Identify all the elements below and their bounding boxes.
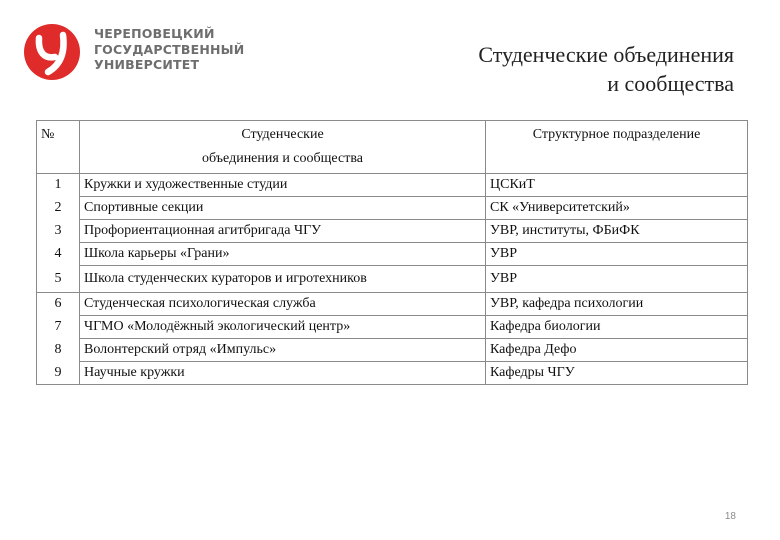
logo-line-2: ГОСУДАРСТВЕННЫЙ bbox=[94, 41, 245, 57]
row-association: Школа студенческих кураторов и игротехников bbox=[80, 266, 486, 293]
row-unit: УВР, институты, ФБиФК bbox=[486, 220, 748, 243]
header-number: № bbox=[37, 121, 80, 174]
page-title-line-1: Студенческие объединения bbox=[478, 42, 734, 67]
university-name bbox=[94, 26, 244, 73]
table-row bbox=[37, 266, 748, 293]
row-unit: УВР bbox=[486, 243, 748, 266]
table-row bbox=[37, 339, 748, 362]
row-number: 2 bbox=[37, 197, 80, 220]
row-association: Школа карьеры «Грани» bbox=[80, 243, 486, 266]
page-title-line-2: и сообщества bbox=[607, 71, 734, 96]
row-unit: УВР bbox=[486, 266, 748, 293]
row-association: Волонтерский отряд «Импульс» bbox=[80, 339, 486, 362]
row-number: 7 bbox=[37, 316, 80, 339]
table-row bbox=[37, 316, 748, 339]
table-row bbox=[37, 197, 748, 220]
row-association: Профориентационная агитбригада ЧГУ bbox=[80, 220, 486, 243]
row-number: 4 bbox=[37, 243, 80, 266]
logo-line-1: ЧЕРЕПОВЕЦКИЙ bbox=[94, 26, 215, 41]
logo-line-3: УНИВЕРСИТЕТ bbox=[94, 57, 200, 72]
row-association: Спортивные секции bbox=[80, 197, 486, 220]
header-associations-line-1: Студенческие bbox=[241, 127, 324, 142]
table-header-row bbox=[37, 121, 748, 174]
row-unit: Кафедра биологии bbox=[486, 316, 748, 339]
table-row bbox=[37, 293, 748, 316]
header-associations-line-2: объединения и сообщества bbox=[202, 151, 363, 166]
table-row bbox=[37, 220, 748, 243]
associations-table bbox=[36, 120, 748, 385]
table-row bbox=[37, 362, 748, 385]
university-emblem-icon bbox=[22, 22, 82, 82]
row-number: 8 bbox=[37, 339, 80, 362]
page-title bbox=[478, 40, 734, 98]
row-unit: СК «Университетский» bbox=[486, 197, 748, 220]
row-number: 3 bbox=[37, 220, 80, 243]
row-unit: УВР, кафедра психологии bbox=[486, 293, 748, 316]
table-row bbox=[37, 243, 748, 266]
university-logo bbox=[22, 22, 252, 82]
row-number: 5 bbox=[37, 266, 80, 293]
row-number: 6 bbox=[37, 293, 80, 316]
row-unit: Кафедры ЧГУ bbox=[486, 362, 748, 385]
row-association: Научные кружки bbox=[80, 362, 486, 385]
row-number: 1 bbox=[37, 174, 80, 197]
header-associations bbox=[80, 121, 486, 174]
page-number: 18 bbox=[724, 511, 736, 522]
row-association: Студенческая психологическая служба bbox=[80, 293, 486, 316]
table-row bbox=[37, 174, 748, 197]
row-association: Кружки и художественные студии bbox=[80, 174, 486, 197]
row-number: 9 bbox=[37, 362, 80, 385]
row-association: ЧГМО «Молодёжный экологический центр» bbox=[80, 316, 486, 339]
row-unit: ЦСКиТ bbox=[486, 174, 748, 197]
header-structural-unit: Структурное подразделение bbox=[486, 121, 748, 174]
row-unit: Кафедра Дефо bbox=[486, 339, 748, 362]
